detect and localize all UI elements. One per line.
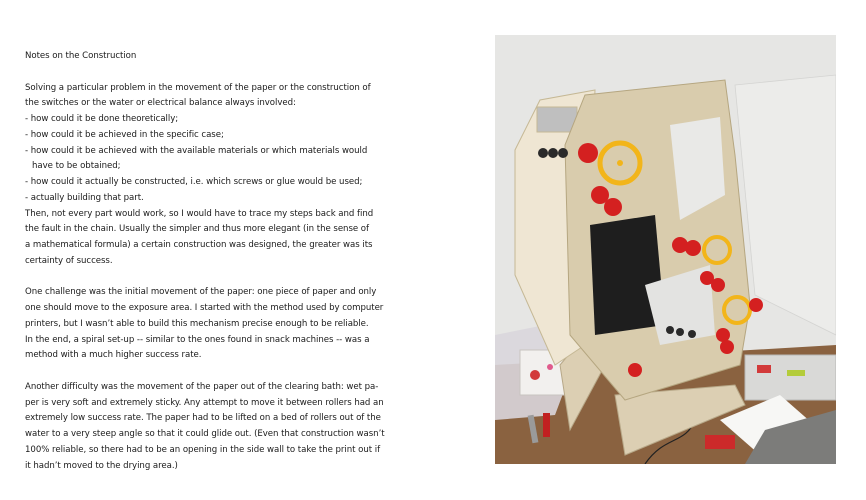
text-line: printers, but I wasn’t able to build this mechanism precise enough to be reliable. bbox=[25, 318, 369, 329]
text-line: 100% reliable, so there had to be an opening in the side wall to take the print out if bbox=[25, 444, 381, 455]
notes-text-column bbox=[25, 49, 385, 474]
paragraph-process bbox=[25, 81, 385, 270]
page-title: Notes on the Construction bbox=[25, 51, 137, 61]
text-line: a mathematical formula) a certain construction was designed, the greater was its bbox=[25, 240, 373, 250]
text-line: One challenge was the initial movement of the paper: one piece of paper and only bbox=[25, 287, 377, 298]
list-item: - how could it be done theoretically; bbox=[25, 114, 179, 124]
parts-boxes bbox=[745, 355, 836, 400]
list-item: - how could it actually be constructed, i.e. which screws or glue would be used; bbox=[25, 177, 363, 187]
list-item: - actually building that part. bbox=[25, 192, 144, 203]
text-line: one should move to the exposure area. I started with the method used by computer bbox=[25, 303, 384, 313]
machine-photo-illustration bbox=[495, 35, 836, 464]
text-line: In the end, a spiral set-up -- similar to the ones found in snack machines -- was a bbox=[25, 334, 370, 345]
text-line: per is very soft and extremely sticky. Any attempt to move it between rollers had an bbox=[25, 397, 384, 408]
text-line: certainty of success. bbox=[25, 255, 113, 266]
machine-photo bbox=[495, 35, 836, 464]
spacer bbox=[25, 270, 385, 286]
text-line: the fault in the chain. Usually the simpler and thus more elegant (in the sense of bbox=[25, 224, 369, 235]
text-line: Another difficulty was the movement of the paper out of the clearing bath: wet pa- bbox=[25, 381, 379, 392]
text-line: Solving a particular problem in the movement of the paper or the construction of bbox=[25, 82, 371, 93]
part bbox=[757, 365, 771, 373]
text-line: it hadn’t moved to the drying area.) bbox=[25, 460, 178, 471]
glue-gun bbox=[705, 435, 735, 449]
screwdriver bbox=[543, 413, 550, 437]
part bbox=[530, 370, 540, 380]
text-line: water to a very steep angle so that it could glide out. (Even that construction wasn’t bbox=[25, 429, 385, 439]
text-line: the switches or the water or electrical balance always involved: bbox=[25, 98, 296, 109]
text-line: extremely low success rate. The paper had to be lifted on a bed of rollers out of the bbox=[25, 413, 381, 424]
spacer bbox=[25, 364, 385, 380]
top-window bbox=[537, 107, 577, 132]
paragraph-clearing-bath bbox=[25, 380, 385, 475]
list-item: - how could it be achieved with the available materials or which materials would bbox=[25, 145, 368, 156]
text-line: Then, not every part would work, so I would have to trace my steps back and find bbox=[25, 208, 374, 219]
spacer bbox=[25, 65, 385, 81]
list-item-continuation: have to be obtained; bbox=[32, 161, 121, 172]
paragraph-initial-movement bbox=[25, 285, 385, 364]
part bbox=[547, 364, 553, 370]
text-line: method with a much higher success rate. bbox=[25, 350, 202, 361]
list-item: - how could it be achieved in the specific case; bbox=[25, 129, 224, 140]
part bbox=[787, 370, 805, 376]
